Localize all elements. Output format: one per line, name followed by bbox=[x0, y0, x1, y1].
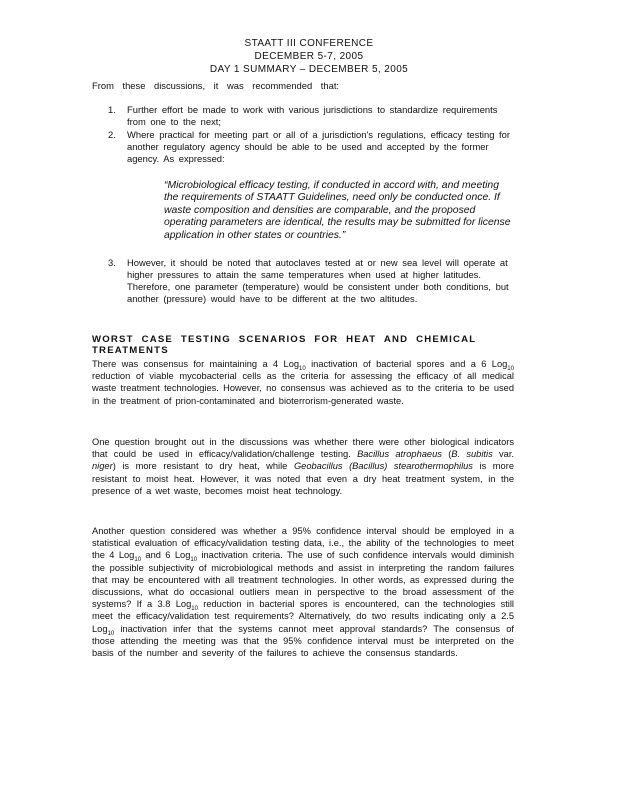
header-dates: DECEMBER 5-7, 2005 bbox=[254, 51, 364, 62]
paragraph-confidence-interval: Another question considered was whether a 95% confidence interval should be employed in a statistical evaluation of efficacy/validation testing data, i.e., the ability of the technologies to meet the 4 Log$_{10}$ and 6 Log$_{10}$ inactivation criteria. The use of such confidence intervals would diminish the possible subjectivity of microbiological methods and assist in interpreting the random failures that may be encountered with all treatment technologies. In other words, as expressed during the discussions, what do occasional outliers mean in perspective to the broad assessment of the systems? If a 3.8 Log$_{10}$ reduction in bacterial spores is encountered, can the technologies still meet the efficacy/validation test requirements? Alternatively, do two results indicating only a 2.5 Log$_{10}$ inactivation infer that the systems cannot meet approval standards? The consensus of those attending the meeting was that the 95% confidence interval must be interpreted on the basis of the number and severity of the failures to achieve the consensus standards. bbox=[92, 526, 515, 659]
block-quote: “Microbiological efficacy testing, if conducted in accord with, and meeting the requirements of STAATT Guidelines, need only be conducted once. If waste composition and densities are comparable, and the proposed operating parameters are identical, the results may be submitted for license application in other states or countries.” bbox=[164, 180, 511, 241]
paragraph-consensus: There was consensus for maintaining a 4 Log$_{10}$ inactivation of bacterial spores and a 6 Log$_{10}$ reduction of viable mycobacterial cells as the criteria for assessing the efficacy of all medical waste treatment technologies. However, no consensus was achieved as to the criteria to be used in the treatment of prion-contaminated and bioterrorism-generated waste. bbox=[92, 359, 514, 406]
recommendation-3 bbox=[108, 257, 518, 305]
recommendation-text: Where practical for meeting part or all of a jurisdiction's regulations, efficacy testing for another regulatory agency should be able to be used and accepted by the former agency. As expressed: bbox=[127, 129, 510, 164]
intro-text: From these discussions, it was recommended that: bbox=[92, 80, 340, 91]
recommendation-text: However, it should be noted that autoclaves tested at or new sea level will operate at higher pressures to attain the same temperatures when used at higher latitudes. Therefore, one parameter (temperature) would be consistent under both conditions, but another (pressure) would have to be different at the two altitudes. bbox=[127, 257, 509, 304]
recommendation-2 bbox=[108, 129, 518, 165]
recommendation-number: 1. bbox=[108, 104, 116, 115]
recommendation-number: 3. bbox=[108, 257, 116, 268]
recommendation-1 bbox=[108, 104, 518, 128]
header-conference: STAATT III CONFERENCE bbox=[244, 38, 374, 49]
recommendation-number: 2. bbox=[108, 129, 116, 140]
header-day-summary: DAY 1 SUMMARY – DECEMBER 5, 2005 bbox=[209, 64, 409, 75]
recommendation-text: Further effort be made to work with various jurisdictions to standardize requirements from one to the next; bbox=[127, 104, 498, 127]
paragraph-biological-indicators: One question brought out in the discussions was whether there were other biological indicators that could be used in efficacy/validation/challenge testing. Bacillus atrophaeus (B. subitis var. niger) is more resistant to dry heat, while Geobacillus (Bacillus) stearothermophilus is more resistant to moist heat. However, it was noted that even a dry heat treatment system, in the presence of a wet waste, becomes moist heat technology. bbox=[92, 437, 515, 496]
section-heading: WORST CASE TESTING SCENARIOS FOR HEAT AND CHEMICAL TREATMENTS bbox=[92, 334, 477, 356]
